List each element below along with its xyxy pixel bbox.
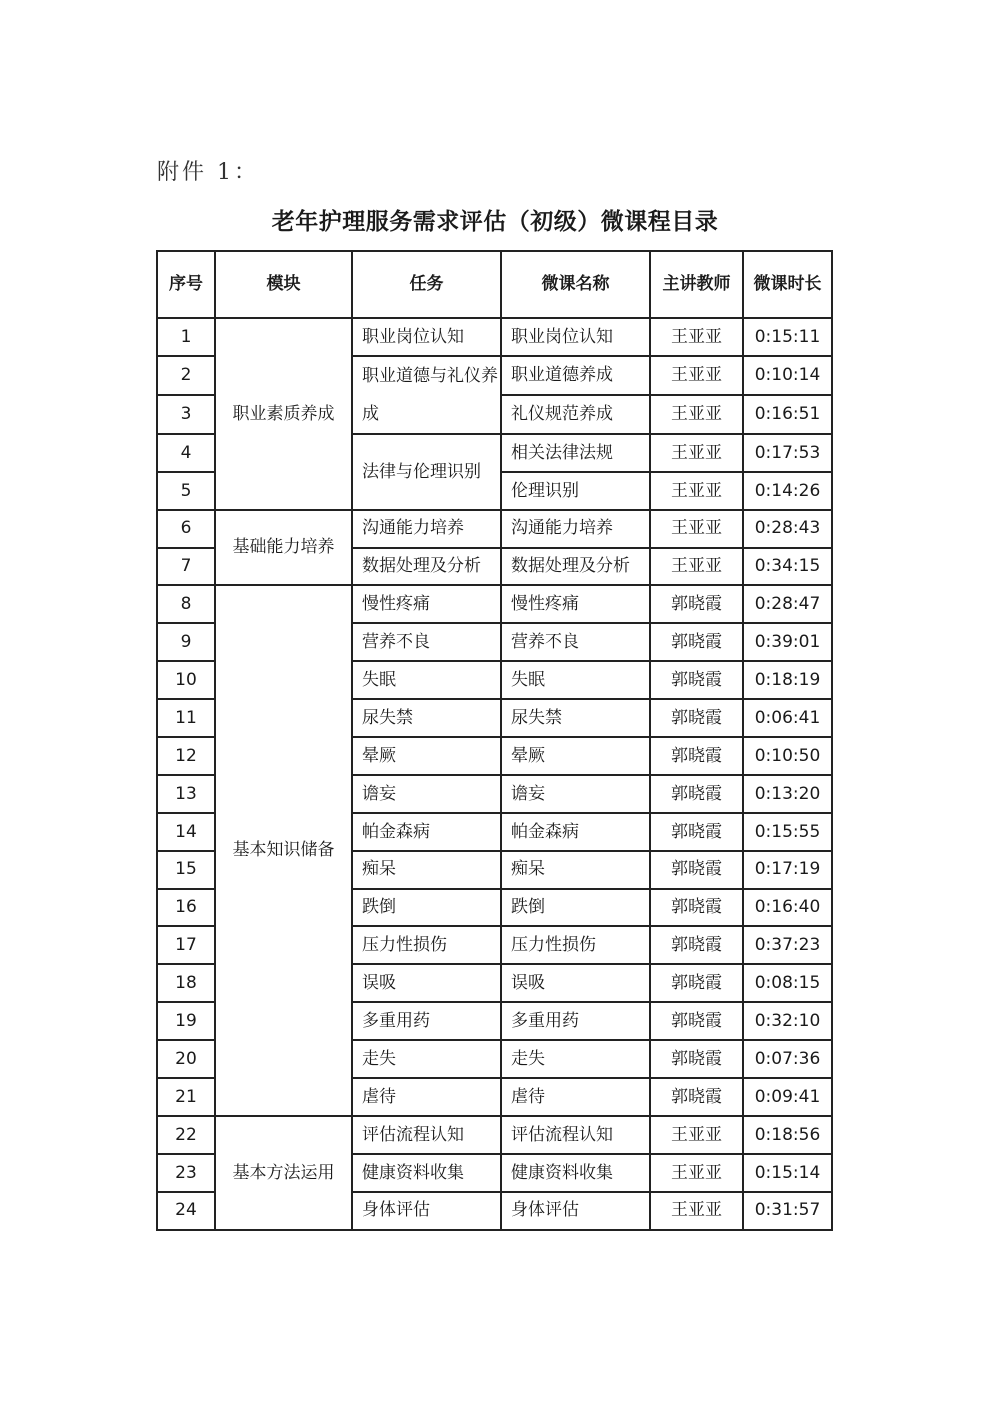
teacher-cell: 王亚亚	[650, 395, 743, 434]
teacher-cell: 郭晓霞	[650, 889, 743, 927]
task-cell: 沟通能力培养	[352, 510, 501, 548]
course-cell: 压力性损伤	[501, 926, 650, 964]
duration-cell: 0:28:47	[743, 585, 832, 623]
task-cell: 走失	[352, 1040, 501, 1078]
task-cell: 虐待	[352, 1078, 501, 1116]
task-cell: 评估流程认知	[352, 1116, 501, 1154]
course-cell: 评估流程认知	[501, 1116, 650, 1154]
teacher-cell: 郭晓霞	[650, 926, 743, 964]
module-cell: 基本知识储备	[215, 585, 352, 1115]
teacher-cell: 郭晓霞	[650, 964, 743, 1002]
duration-cell: 0:07:36	[743, 1040, 832, 1078]
task-cell: 压力性损伤	[352, 926, 501, 964]
teacher-cell: 王亚亚	[650, 1154, 743, 1192]
duration-cell: 0:13:20	[743, 775, 832, 813]
teacher-cell: 郭晓霞	[650, 699, 743, 737]
header-course: 微课名称	[501, 251, 650, 318]
duration-cell: 0:15:14	[743, 1154, 832, 1192]
task-cell: 健康资料收集	[352, 1154, 501, 1192]
table-row	[157, 318, 832, 356]
teacher-cell: 郭晓霞	[650, 775, 743, 813]
row-no: 3	[157, 395, 215, 434]
course-cell: 身体评估	[501, 1192, 650, 1230]
duration-cell: 0:08:15	[743, 964, 832, 1002]
module-cell: 基础能力培养	[215, 510, 352, 586]
course-cell: 伦理识别	[501, 472, 650, 510]
module-cell: 基本方法运用	[215, 1116, 352, 1230]
duration-cell: 0:37:23	[743, 926, 832, 964]
row-no: 5	[157, 472, 215, 510]
row-no: 8	[157, 585, 215, 623]
row-no: 4	[157, 434, 215, 472]
course-cell: 沟通能力培养	[501, 510, 650, 548]
row-no: 9	[157, 623, 215, 661]
teacher-cell: 王亚亚	[650, 318, 743, 356]
header-duration: 微课时长	[743, 251, 832, 318]
duration-cell: 0:17:53	[743, 434, 832, 472]
row-no: 10	[157, 661, 215, 699]
header-module: 模块	[215, 251, 352, 318]
table-row	[157, 1116, 832, 1154]
course-cell: 晕厥	[501, 737, 650, 775]
task-cell: 失眠	[352, 661, 501, 699]
course-cell: 尿失禁	[501, 699, 650, 737]
course-cell: 痴呆	[501, 851, 650, 889]
row-no: 21	[157, 1078, 215, 1116]
teacher-cell: 郭晓霞	[650, 623, 743, 661]
course-cell: 相关法律法规	[501, 434, 650, 472]
header-teacher: 主讲教师	[650, 251, 743, 318]
attachment-label: 附件 1：	[157, 160, 259, 185]
task-cell: 晕厥	[352, 737, 501, 775]
course-cell: 失眠	[501, 661, 650, 699]
row-no: 1	[157, 318, 215, 356]
row-no: 11	[157, 699, 215, 737]
row-no: 2	[157, 356, 215, 395]
task-cell: 跌倒	[352, 889, 501, 927]
duration-cell: 0:16:51	[743, 395, 832, 434]
course-cell: 虐待	[501, 1078, 650, 1116]
course-cell: 谵妄	[501, 775, 650, 813]
task-cell: 帕金森病	[352, 813, 501, 851]
course-cell: 职业岗位认知	[501, 318, 650, 356]
course-cell: 多重用药	[501, 1002, 650, 1040]
course-cell: 跌倒	[501, 889, 650, 927]
teacher-cell: 王亚亚	[650, 1116, 743, 1154]
duration-cell: 0:14:26	[743, 472, 832, 510]
row-no: 6	[157, 510, 215, 548]
teacher-cell: 王亚亚	[650, 356, 743, 395]
row-no: 22	[157, 1116, 215, 1154]
teacher-cell: 王亚亚	[650, 1192, 743, 1230]
task-cell: 谵妄	[352, 775, 501, 813]
task-cell: 误吸	[352, 964, 501, 1002]
task-cell: 痴呆	[352, 851, 501, 889]
row-no: 24	[157, 1192, 215, 1230]
course-cell: 误吸	[501, 964, 650, 1002]
course-cell: 走失	[501, 1040, 650, 1078]
duration-cell: 0:18:56	[743, 1116, 832, 1154]
duration-cell: 0:16:40	[743, 889, 832, 927]
duration-cell: 0:28:43	[743, 510, 832, 548]
teacher-cell: 王亚亚	[650, 434, 743, 472]
table-row	[157, 585, 832, 623]
task-cell: 数据处理及分析	[352, 548, 501, 586]
course-cell: 健康资料收集	[501, 1154, 650, 1192]
teacher-cell: 郭晓霞	[650, 813, 743, 851]
duration-cell: 0:15:55	[743, 813, 832, 851]
module-cell: 职业素质养成	[215, 318, 352, 510]
row-no: 13	[157, 775, 215, 813]
teacher-cell: 郭晓霞	[650, 585, 743, 623]
row-no: 19	[157, 1002, 215, 1040]
duration-cell: 0:39:01	[743, 623, 832, 661]
course-cell: 帕金森病	[501, 813, 650, 851]
teacher-cell: 郭晓霞	[650, 851, 743, 889]
course-cell: 数据处理及分析	[501, 548, 650, 586]
teacher-cell: 郭晓霞	[650, 1078, 743, 1116]
course-catalog-table	[156, 250, 833, 1231]
row-no: 14	[157, 813, 215, 851]
table-row	[157, 510, 832, 548]
course-cell: 慢性疼痛	[501, 585, 650, 623]
duration-cell: 0:10:14	[743, 356, 832, 395]
teacher-cell: 王亚亚	[650, 510, 743, 548]
row-no: 18	[157, 964, 215, 1002]
row-no: 23	[157, 1154, 215, 1192]
task-cell: 职业岗位认知	[352, 318, 501, 356]
teacher-cell: 王亚亚	[650, 548, 743, 586]
duration-cell: 0:15:11	[743, 318, 832, 356]
row-no: 16	[157, 889, 215, 927]
duration-cell: 0:18:19	[743, 661, 832, 699]
teacher-cell: 郭晓霞	[650, 661, 743, 699]
row-no: 12	[157, 737, 215, 775]
duration-cell: 0:32:10	[743, 1002, 832, 1040]
row-no: 7	[157, 548, 215, 586]
duration-cell: 0:34:15	[743, 548, 832, 586]
course-cell: 礼仪规范养成	[501, 395, 650, 434]
header-no: 序号	[157, 251, 215, 318]
task-cell: 尿失禁	[352, 699, 501, 737]
duration-cell: 0:10:50	[743, 737, 832, 775]
course-cell: 营养不良	[501, 623, 650, 661]
task-cell: 营养不良	[352, 623, 501, 661]
header-task: 任务	[352, 251, 501, 318]
teacher-cell: 王亚亚	[650, 472, 743, 510]
duration-cell: 0:17:19	[743, 851, 832, 889]
duration-cell: 0:09:41	[743, 1078, 832, 1116]
duration-cell: 0:31:57	[743, 1192, 832, 1230]
task-cell: 慢性疼痛	[352, 585, 501, 623]
row-no: 17	[157, 926, 215, 964]
duration-cell: 0:06:41	[743, 699, 832, 737]
task-cell: 多重用药	[352, 1002, 501, 1040]
teacher-cell: 郭晓霞	[650, 1040, 743, 1078]
teacher-cell: 郭晓霞	[650, 737, 743, 775]
document-title: 老年护理服务需求评估（初级）微课程目录	[271, 209, 719, 235]
task-cell: 身体评估	[352, 1192, 501, 1230]
row-no: 15	[157, 851, 215, 889]
task-cell: 职业道德与礼仪养成	[352, 356, 501, 434]
teacher-cell: 郭晓霞	[650, 1002, 743, 1040]
row-no: 20	[157, 1040, 215, 1078]
table-header-row	[157, 251, 832, 318]
course-cell: 职业道德养成	[501, 356, 650, 395]
task-cell: 法律与伦理识别	[352, 434, 501, 510]
